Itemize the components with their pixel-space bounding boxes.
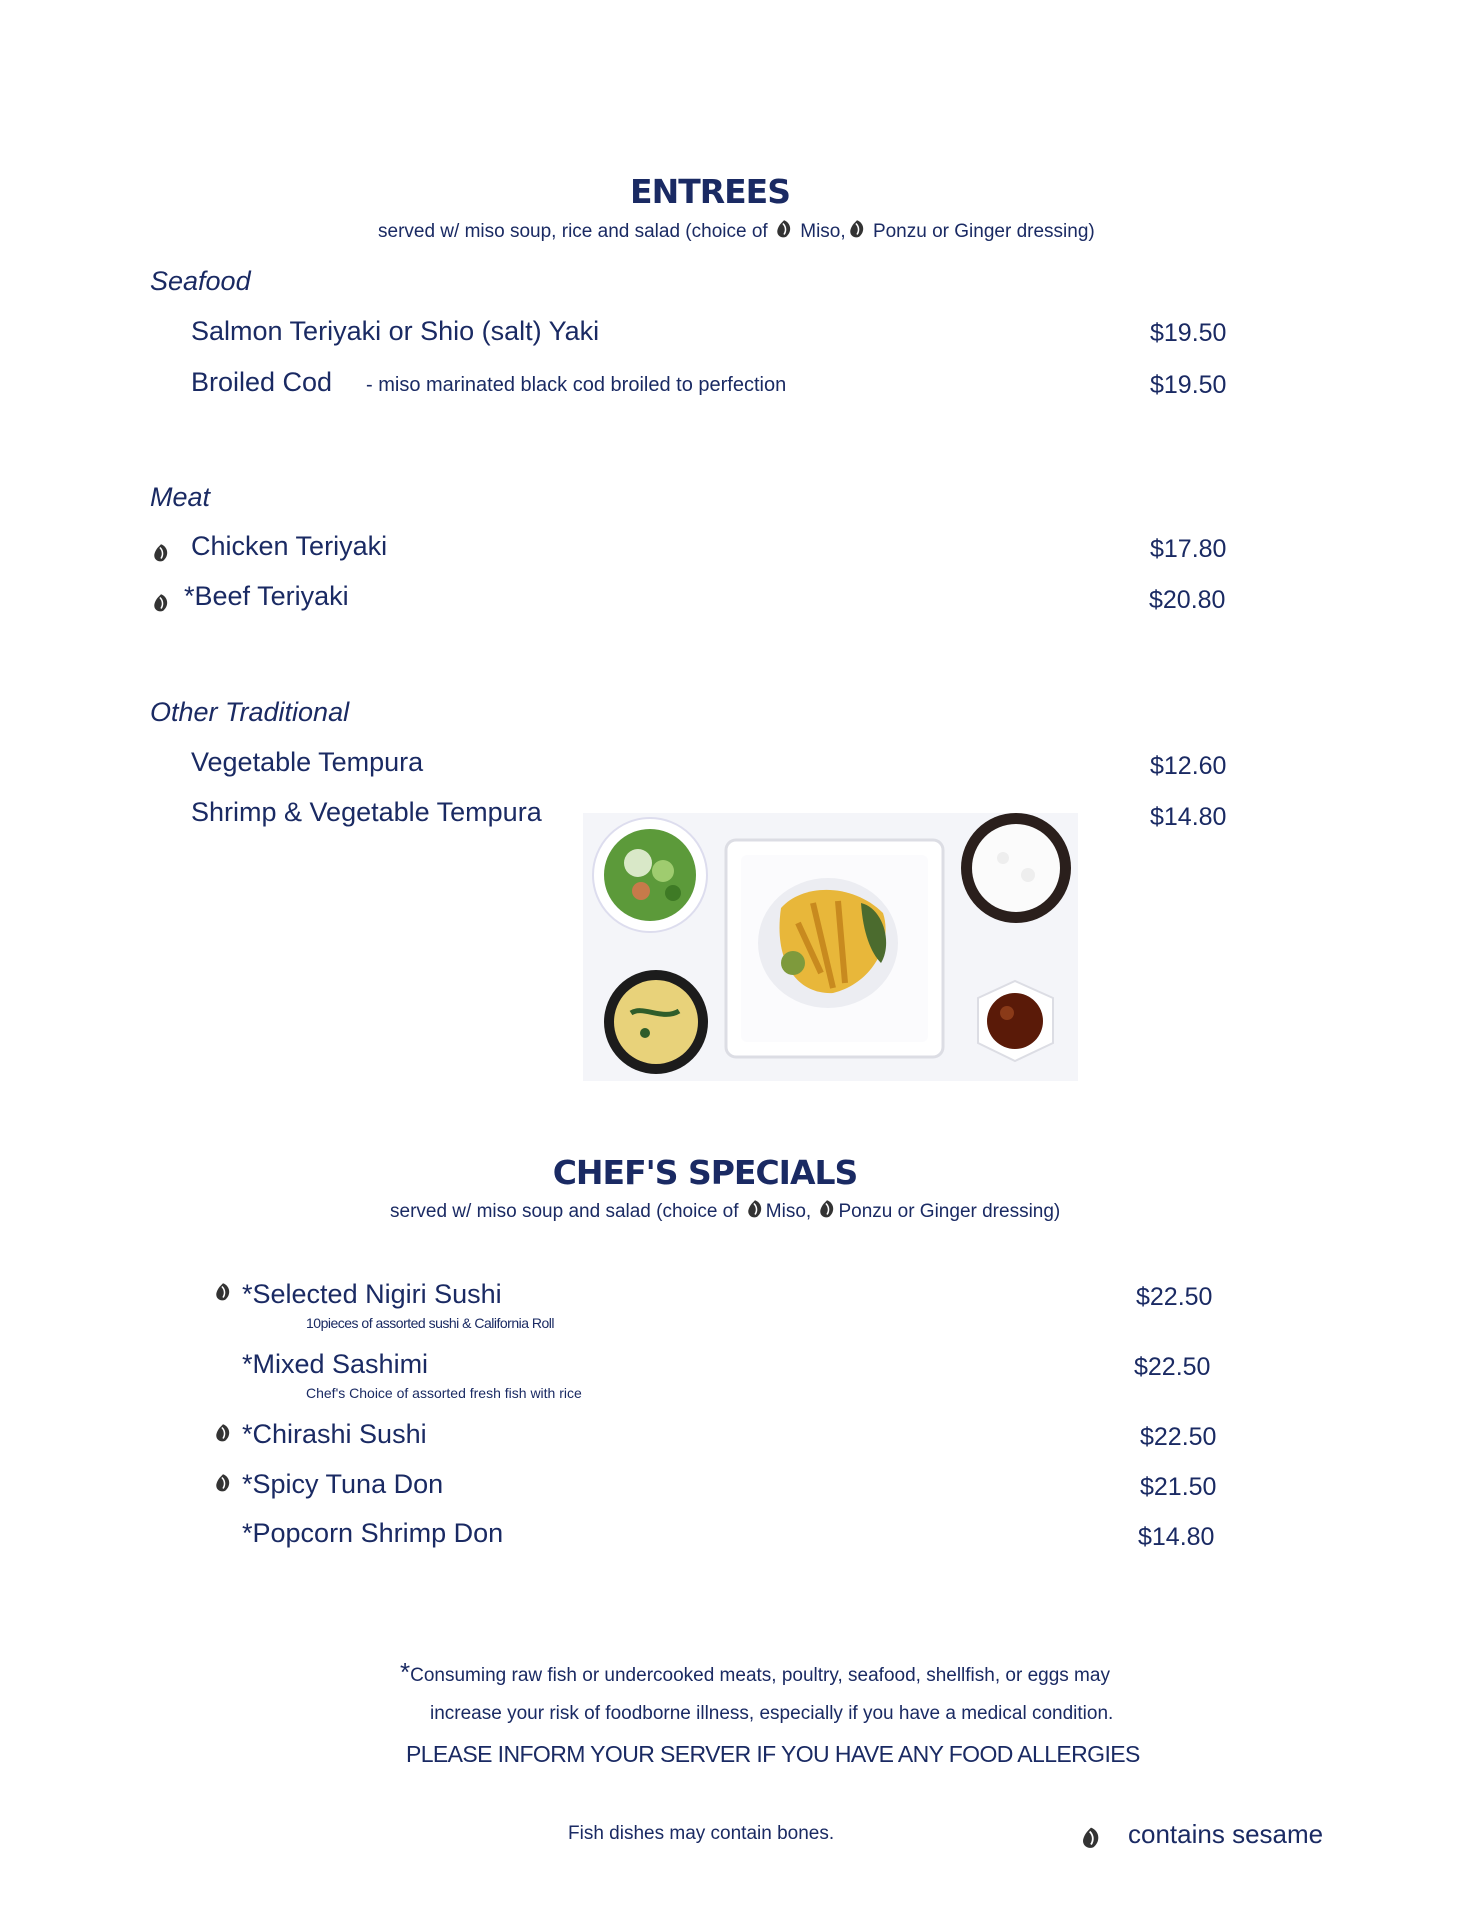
sesame-icon — [150, 592, 172, 614]
special-item-name: *Popcorn Shrimp Don — [242, 1518, 504, 1548]
consumer-advisory-line2: increase your risk of foodborne illness, especially if you have a medical condition. — [430, 1703, 1114, 1724]
special-item-name: *Selected Nigiri Sushi — [242, 1279, 502, 1309]
special-item-desc: 10pieces of assorted sushi & California Roll — [306, 1315, 555, 1331]
special-item-desc: Chef's Choice of assorted fresh fish with rice — [306, 1385, 582, 1401]
sesame-icon — [816, 1198, 838, 1220]
specials-sub-rest: Ponzu or Ginger dressing) — [838, 1201, 1061, 1222]
advisory-text-1: Consuming raw fish or undercooked meats, poultry, seafood, shellfish, or eggs may — [410, 1665, 1110, 1686]
special-item-price: $22.50 — [1134, 1353, 1211, 1381]
allergy-warning: PLEASE INFORM YOUR SERVER IF YOU HAVE ANY FOOD ALLERGIES — [406, 1741, 1140, 1767]
specials-title: CHEF'S SPECIALS — [552, 1153, 858, 1192]
menu-item-name: *Beef Teriyaki — [184, 581, 349, 611]
sesame-icon — [212, 1422, 234, 1444]
menu-item-name: Shrimp & Vegetable Tempura — [191, 797, 542, 827]
menu-item-desc: - miso marinated black cod broiled to perfection — [366, 374, 787, 396]
special-item-price: $22.50 — [1136, 1283, 1213, 1311]
menu-item-price: $19.50 — [1150, 371, 1227, 399]
category-seafood: Seafood — [150, 266, 251, 296]
special-item-price: $21.50 — [1140, 1473, 1217, 1501]
menu-item-price: $17.80 — [1150, 535, 1227, 563]
special-item-name: *Chirashi Sushi — [242, 1419, 427, 1449]
sesame-icon — [150, 542, 172, 564]
menu-item-price: $14.80 — [1150, 803, 1227, 831]
menu-item-name: Salmon Teriyaki or Shio (salt) Yaki — [191, 316, 600, 346]
sesame-icon — [773, 218, 795, 240]
consumer-advisory-line1 — [400, 1657, 1110, 1688]
menu-item-name: Chicken Teriyaki — [191, 531, 388, 561]
entrees-sub-rest: Ponzu or Ginger dressing) — [872, 221, 1095, 242]
sesame-icon — [212, 1281, 234, 1303]
tempura-photo — [583, 813, 1078, 1081]
category-meat: Meat — [150, 482, 211, 512]
menu-item-price: $12.60 — [1150, 752, 1227, 780]
menu-item-name: Vegetable Tempura — [191, 747, 424, 777]
specials-sub-prefix: served w/ miso soup and salad (choice of — [390, 1201, 739, 1222]
sesame-icon — [744, 1198, 766, 1220]
advisory-asterisk: * — [400, 1657, 411, 1687]
entrees-subtitle — [378, 218, 1095, 243]
menu-item-name: Broiled Cod — [191, 367, 333, 397]
sesame-legend-icon — [1078, 1825, 1104, 1851]
category-other-traditional: Other Traditional — [150, 697, 350, 727]
specials-sub-miso: Miso, — [765, 1201, 812, 1222]
sesame-icon — [846, 218, 868, 240]
special-item-price: $14.80 — [1138, 1523, 1215, 1551]
specials-subtitle — [390, 1198, 1060, 1223]
entrees-sub-prefix: served w/ miso soup, rice and salad (choice of — [378, 221, 768, 242]
sesame-legend-label: contains sesame — [1128, 1819, 1324, 1849]
menu-item-price: $19.50 — [1150, 319, 1227, 347]
menu-item-price: $20.80 — [1149, 586, 1226, 614]
bones-note: Fish dishes may contain bones. — [568, 1823, 835, 1844]
special-item-price: $22.50 — [1140, 1423, 1217, 1451]
entrees-title: ENTREES — [630, 172, 790, 211]
entrees-sub-miso: Miso, — [800, 221, 846, 242]
sesame-icon — [212, 1472, 234, 1494]
special-item-name: *Spicy Tuna Don — [242, 1469, 444, 1499]
special-item-name: *Mixed Sashimi — [242, 1349, 429, 1379]
